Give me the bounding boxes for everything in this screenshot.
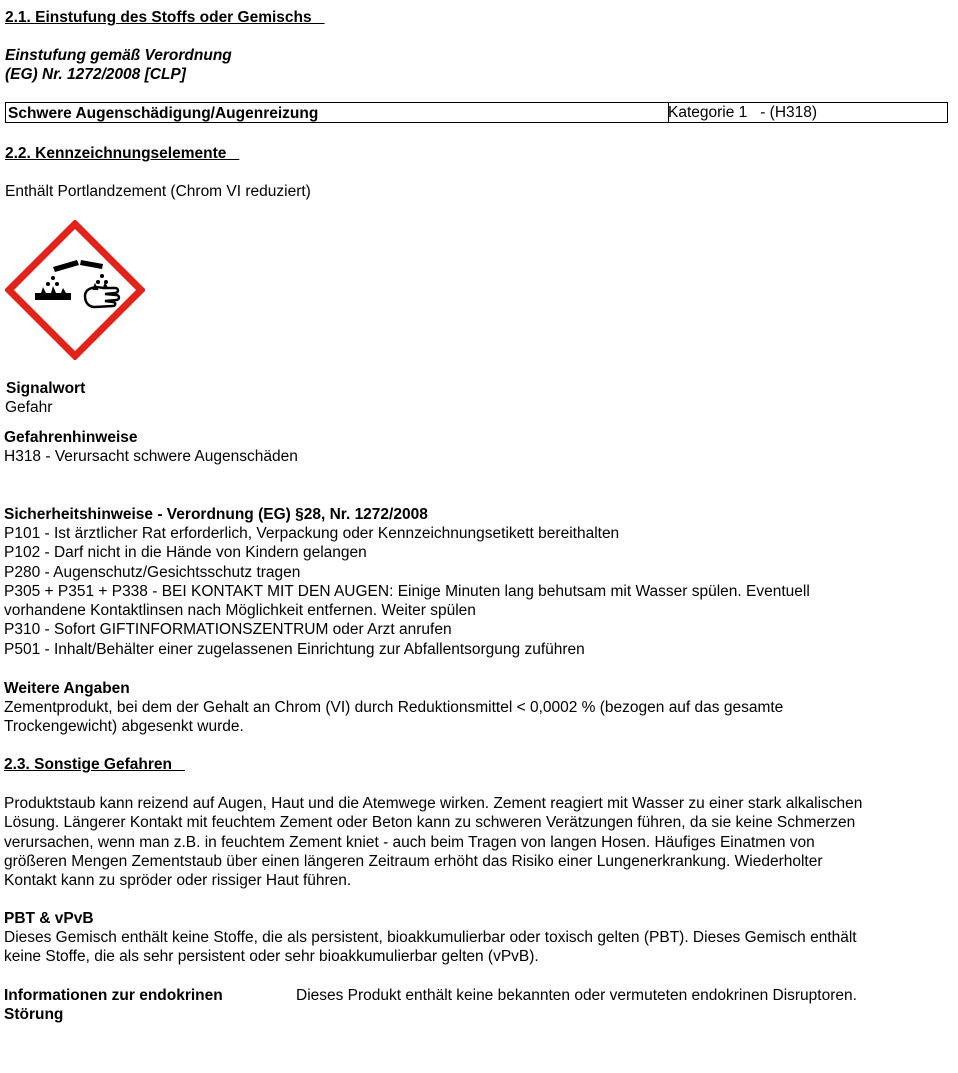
precautionary-line: P102 - Darf nicht in die Hände von Kindern gelangen: [4, 544, 367, 562]
pbt-text: [4, 928, 857, 967]
paragraph-line: Lösung. Längerer Kontakt mit feuchtem Zement oder Beton kann zu schweren Verätzungen führen, da sie keine Schmerzen: [4, 814, 856, 832]
section-2-1-heading: 2.1. Einstufung des Stoffs oder Gemischs: [5, 9, 325, 26]
paragraph-line: Produktstaub kann reizend auf Augen, Haut und die Atemwege wirken. Zement reagiert mit Wasser zu einer stark alkalischen: [4, 795, 863, 812]
signal-word: Gefahr: [5, 399, 53, 416]
endocrine-label-line2: Störung: [4, 1006, 64, 1023]
hazard-category-cell: Kategorie 1 - (H318): [668, 104, 818, 121]
pbt-line: Dieses Gemisch enthält keine Stoffe, die als persistent, bioakkumulierbar oder toxisch gelten (PBT). Dieses Gemisch enthält: [4, 929, 857, 946]
section-2-3-heading: 2.3. Sonstige Gefahren: [4, 756, 185, 773]
hazard-statements-label: Gefahrenhinweise: [4, 429, 138, 446]
precautionary-line: vorhandene Kontaktlinsen nach Möglichkeit entfernen. Weiter spülen: [4, 602, 476, 620]
paragraph-line: größeren Mengen Zementstaub über einen längeren Zeitraum erhöht das Risiko einer Lungenerkrankung. Wiederholter: [4, 852, 823, 870]
precautionary-line: P310 - Sofort GIFTINFORMATIONSZENTRUM oder Arzt anrufen: [4, 621, 452, 639]
paragraph-line: verursachen, wenn man z.B. in feuchtem Zement kniet - auch beim Tragen von langen Hosen. Häufiges Einatmen von: [4, 833, 815, 851]
precautionary-label: Sicherheitshinweise - Verordnung (EG) §28, Nr. 1272/2008: [4, 506, 428, 523]
further-info-text: [4, 698, 783, 737]
pbt-label: PBT & vPvB: [4, 910, 94, 927]
classification-table: [5, 102, 948, 123]
precautionary-line: P501 - Inhalt/Behälter einer zugelassenen Einrichtung zur Abfallentsorgung zuführen: [4, 640, 585, 658]
other-hazards-paragraph: [4, 794, 862, 890]
precautionary-line: P280 - Augenschutz/Gesichtsschutz tragen: [4, 563, 301, 581]
precautionary-statements: [4, 524, 810, 659]
classification-subheading-line2: (EG) Nr. 1272/2008 [CLP]: [5, 66, 186, 83]
signal-word-label: Signalwort: [6, 380, 86, 397]
precautionary-line: P305 + P351 + P338 - BEI KONTAKT MIT DEN AUGEN: Einige Minuten lang behutsam mit Wasser spülen. Eventuell: [4, 582, 810, 600]
further-info-line: Trockengewicht) abgesenkt wurde.: [4, 718, 244, 736]
endocrine-text: Dieses Produkt enthält keine bekannten oder vermuteten endokrinen Disruptoren.: [296, 987, 857, 1004]
pbt-line: keine Stoffe, die als sehr persistent oder sehr bioakkumulierbar gelten (vPvB).: [4, 948, 539, 966]
hazard-class-cell: Schwere Augenschädigung/Augenreizung: [6, 103, 669, 122]
precautionary-line: P101 - Ist ärztlicher Rat erforderlich, Verpackung oder Kennzeichnungsetikett bereithalten: [4, 525, 620, 542]
further-info-line: Zementprodukt, bei dem der Gehalt an Chrom (VI) durch Reduktionsmittel < 0,0002 % (bezogen auf das gesamte: [4, 699, 784, 716]
contains-statement: Enthält Portlandzement (Chrom VI reduziert): [5, 183, 311, 200]
section-2-2-heading: 2.2. Kennzeichnungselemente: [5, 145, 240, 162]
classification-subheading-line1: Einstufung gemäß Verordnung: [5, 47, 232, 64]
endocrine-label-line1: Informationen zur endokrinen: [4, 987, 223, 1004]
further-info-label: Weitere Angaben: [4, 680, 130, 697]
paragraph-line: Kontakt kann zu spröder oder rissiger Haut führen.: [4, 872, 352, 890]
hazard-statement: H318 - Verursacht schwere Augenschäden: [4, 448, 298, 465]
ghs05-corrosion-icon: [5, 220, 145, 360]
